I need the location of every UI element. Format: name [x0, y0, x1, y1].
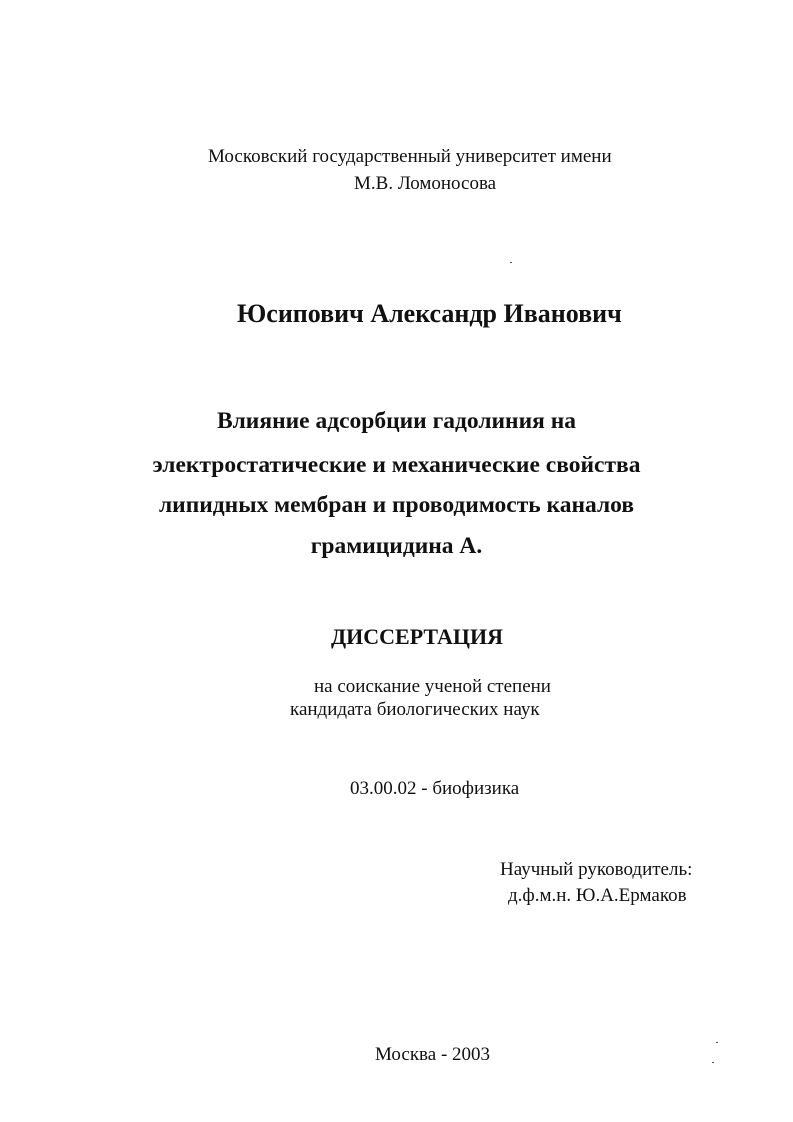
specialty-code: 03.00.02 - биофизика: [350, 778, 520, 799]
dissertation-title-line-1: Влияние адсорбции гадолиния на: [216, 408, 577, 434]
dissertation-title-line-2: электростатические и механические свойства: [152, 452, 641, 478]
dissertation-title-line-4: грамицидина А.: [310, 533, 483, 559]
supervisor-name: д.ф.м.н. Ю.А.Ермаков: [508, 885, 687, 906]
university-name-line-1: Московский государственный университет имени: [208, 146, 612, 167]
university-name-line-2: М.В. Ломоносова: [354, 173, 497, 194]
place-and-year: Москва - 2003: [375, 1044, 491, 1065]
scan-speck: [510, 262, 512, 263]
degree-line-1: на соискание ученой степени: [314, 676, 551, 697]
author-name: Юсипович Александр Иванович: [237, 299, 622, 328]
supervisor-label: Научный руководитель:: [500, 859, 693, 880]
scan-speck: [716, 1042, 718, 1043]
work-type-heading: ДИССЕРТАЦИЯ: [331, 624, 503, 649]
scan-speck: [712, 1062, 714, 1063]
dissertation-title-line-3: липидных мембран и проводимость каналов: [158, 492, 635, 518]
degree-line-2: кандидата биологических наук: [290, 699, 540, 720]
